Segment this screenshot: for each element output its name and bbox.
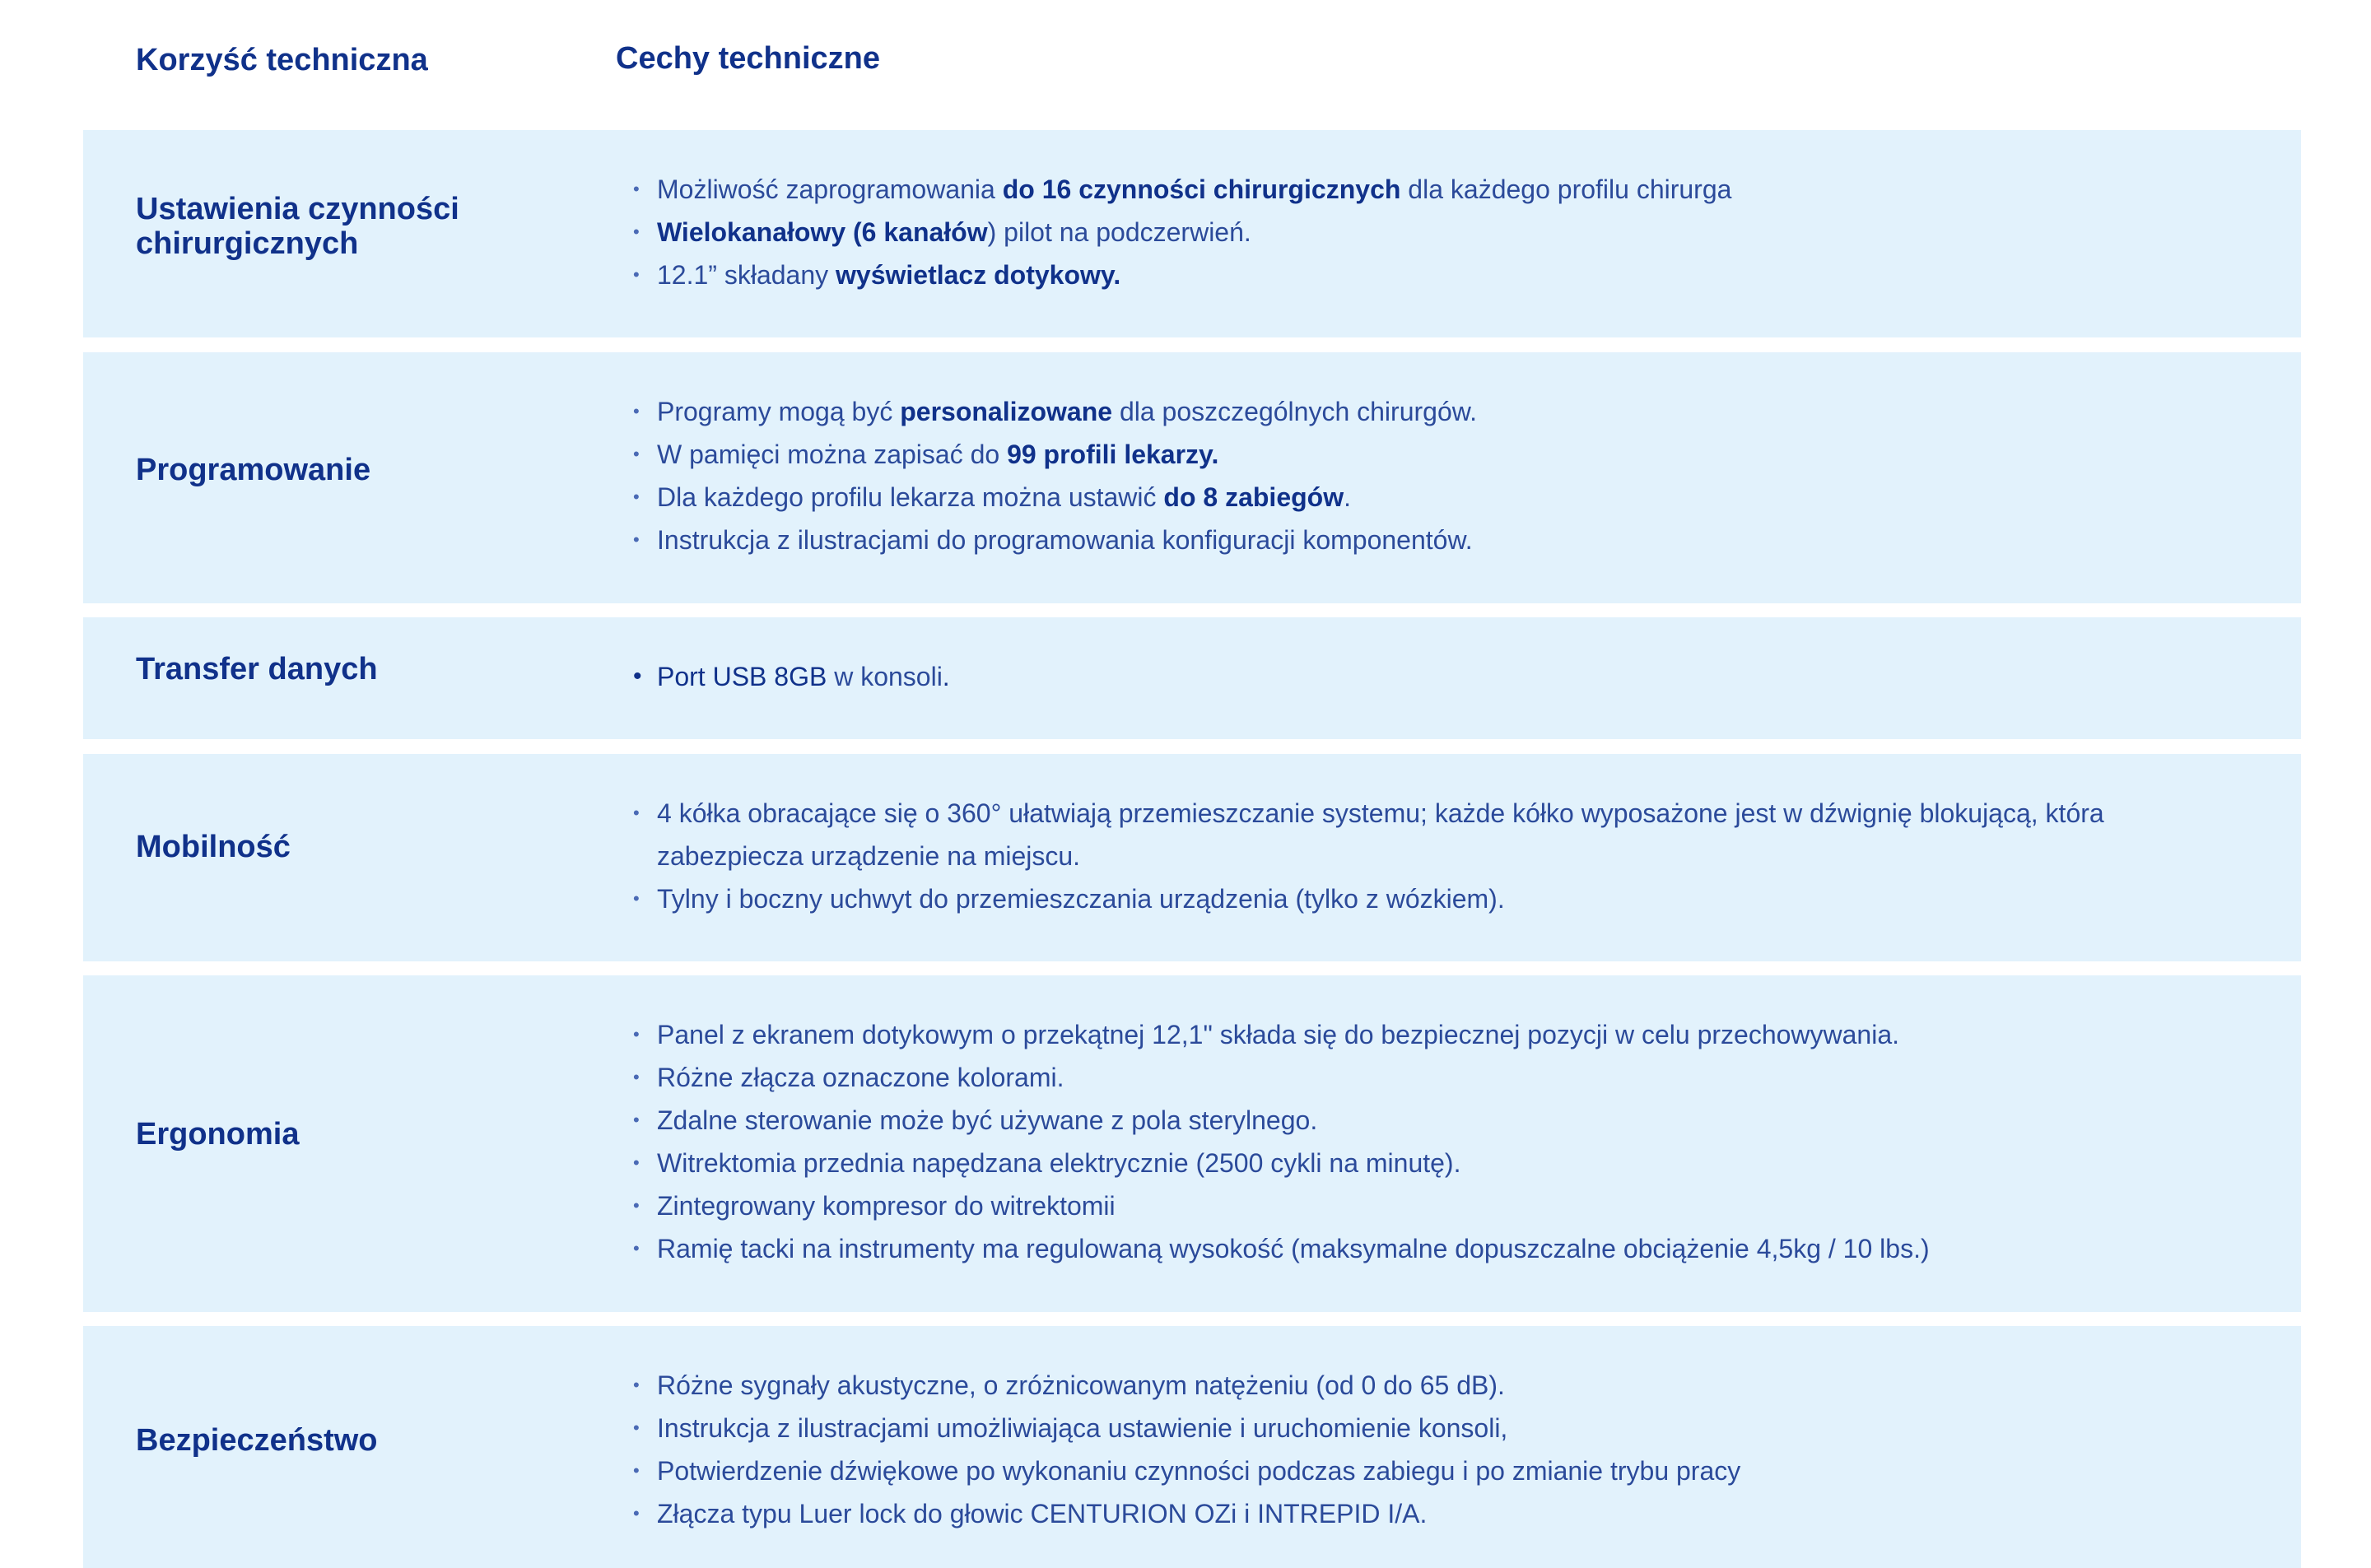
table-row-surgical-settings: [83, 130, 2301, 337]
row-label: Transfer danych: [136, 652, 378, 686]
list-item: • Różne sygnały akustyczne, o zróżnicowanym natężeniu (od 0 do 65 dB).: [633, 1364, 2202, 1407]
table-row-mobility: [83, 754, 2301, 961]
list-item: • Zdalne sterowanie może być używane z pola sterylnego.: [633, 1099, 2202, 1142]
list-item: • Port USB 8GB w konsoli.: [633, 655, 2202, 698]
feature-list: [633, 168, 2202, 296]
list-item: • Instrukcja z ilustracjami do programowania konfiguracji komponentów.: [633, 519, 2202, 561]
feature-list: [633, 1364, 2202, 1535]
table-row-safety: [83, 1326, 2301, 1568]
list-item: • Instrukcja z ilustracjami umożliwiająca ustawienie i uruchomienie konsoli,: [633, 1407, 2202, 1449]
list-item: • Różne złącza oznaczone kolorami.: [633, 1056, 2202, 1099]
list-item: • 4 kółka obracające się o 360° ułatwiają przemieszczanie systemu; każde kółko wyposażone jest w dźwignię blokującą, która zabezpiecza urządzenie na miejscu.: [633, 792, 2202, 877]
feature-list: [633, 655, 2202, 698]
list-item: • Potwierdzenie dźwiękowe po wykonaniu czynności podczas zabiegu i po zmianie trybu pracy: [633, 1449, 2202, 1492]
table-header: [0, 0, 2371, 123]
column-header-benefit: Korzyść techniczna: [136, 43, 428, 77]
list-item: • Programy mogą być personalizowane dla poszczególnych chirurgów.: [633, 390, 2202, 433]
row-label: Ustawienia czynności chirurgicznych: [136, 192, 459, 261]
list-item: • Panel z ekranem dotykowym o przekątnej 12,1" składa się do bezpiecznej pozycji w celu przechowywania.: [633, 1013, 2202, 1056]
table-row-programming: [83, 352, 2301, 603]
list-item: • Wielokanałowy (6 kanałów) pilot na podczerwień.: [633, 211, 2202, 254]
list-item: • Tylny i boczny uchwyt do przemieszczania urządzenia (tylko z wózkiem).: [633, 877, 2202, 920]
table-row-ergonomics: [83, 975, 2301, 1312]
feature-list: [633, 1013, 2202, 1270]
list-item: • W pamięci można zapisać do 99 profili lekarzy.: [633, 433, 2202, 476]
row-label: Bezpieczeństwo: [136, 1423, 378, 1458]
row-label: Programowanie: [136, 453, 371, 487]
list-item: • Dla każdego profilu lekarza można ustawić do 8 zabiegów.: [633, 476, 2202, 519]
column-header-features: Cechy techniczne: [616, 41, 880, 76]
table-row-data-transfer: [83, 617, 2301, 739]
feature-list: [633, 390, 2202, 561]
list-item: • Możliwość zaprogramowania do 16 czynności chirurgicznych dla każdego profilu chirurga: [633, 168, 2202, 211]
list-item: • Ramię tacki na instrumenty ma regulowaną wysokość (maksymalne dopuszczalne obciążenie 4,5kg / 10 lbs.): [633, 1227, 2202, 1270]
row-label: Mobilność: [136, 830, 291, 864]
list-item: • Zintegrowany kompresor do witrektomii: [633, 1184, 2202, 1227]
list-item: • 12.1” składany wyświetlacz dotykowy.: [633, 254, 2202, 296]
list-item: • Złącza typu Luer lock do głowic CENTURION OZi i INTREPID I/A.: [633, 1492, 2202, 1535]
feature-list: [633, 792, 2202, 920]
row-label: Ergonomia: [136, 1117, 300, 1152]
list-item: • Witrektomia przednia napędzana elektrycznie (2500 cykli na minutę).: [633, 1142, 2202, 1184]
